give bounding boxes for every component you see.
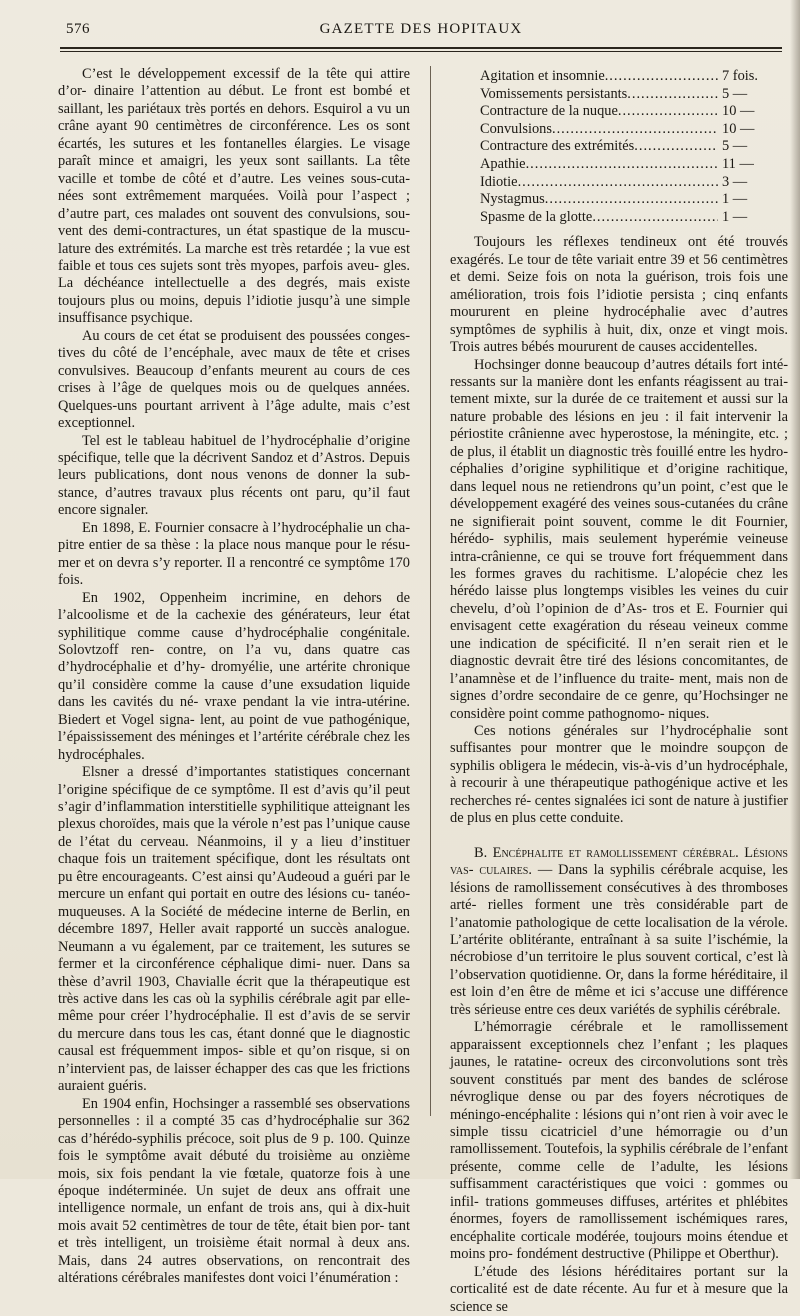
page-number: 576: [66, 21, 90, 37]
table-row: [480, 138, 780, 156]
symptom-label: Idiotie: [480, 173, 518, 190]
symptom-count: 5 —: [722, 85, 748, 102]
symptom-count: 10 —: [722, 103, 755, 120]
right-column: [450, 68, 788, 1316]
paragraph: L’étude des lésions héréditaires portant sur la corticalité est de date récente. Au fur et à mesure que la science se: [450, 1263, 788, 1315]
leader-dots: [618, 103, 718, 120]
symptom-count: 1 —: [722, 191, 748, 208]
symptom-label: Vomissements persistants: [480, 85, 628, 102]
leader-dots: [526, 156, 718, 173]
paragraph: Toujours les réflexes tendineux ont été trouvés exagérés. Le tour de tête variait entre 39 et 56 centimètres et demi. Seize fois on nota la guérison, trois fois une amélioration, trois fois l’idiotie persista ; cinq enfants moururent en pleine hydrocéphalie avec d’autres symptômes de syphilis à huit, dix, onze et vingt mois. Trois autres bébés moururent de causes accidentelles.: [450, 234, 788, 356]
leader-dots: [627, 86, 718, 103]
page-header: [60, 21, 782, 43]
table-row: [480, 191, 780, 209]
symptom-label: Spasme de la glotte: [480, 208, 593, 225]
leader-dots: [545, 191, 718, 208]
paragraph: Tel est le tableau habituel de l’hydrocéphalie d’origine spécifique, telle que la décrivent Sandoz et d’Astros. Depuis leurs publications, dont nous venons de donner la sub- stance, d’autres travaux plus récents ont paru, qu’il faut encore signaler.: [58, 432, 410, 519]
symptom-count: 5 —: [722, 138, 748, 155]
paragraph: En 1904 enfin, Hochsinger a rassemblé ses observations personnelles : il a compté 35 cas d’hydrocéphalie sur 362 cas d’hérédo-syphilis précoce, soit plus de 9 p. 100. Quinze fois le symptôme avait débuté du troisième au onzième mois, six fois pendant la vie fœtale, quatorze fois à une époque indéterminée. Un sujet de deux ans offrait une intelligence normale, un enfant de trois ans, qui à dix-huit mois avait 52 centimètres de tour de tête, était bien por- tant et très intelligent, un troisième était normal à deux ans. Mais, dans 24 autres observations, on rencontrait des altérations cérébrales manifestes dont voici l’énumération :: [58, 1095, 410, 1287]
header-rule: [60, 47, 782, 49]
header-rule-thin: [60, 51, 782, 52]
table-row: [480, 156, 780, 174]
leader-dots: [552, 121, 718, 138]
symptom-table: [480, 68, 780, 226]
symptom-label: Contracture des extrémités: [480, 138, 635, 155]
left-column: [58, 66, 410, 1288]
table-row: [480, 86, 780, 104]
symptom-count: 7 fois.: [722, 68, 758, 84]
paragraph: En 1898, E. Fournier consacre à l’hydrocéphalie un cha- pitre entier de sa thèse : la place nous manque pour le résu- mer et on devra s’y reporter. Il a rencontré ce symptôme 170 fois.: [58, 519, 410, 589]
section-heading: B. Encéphalite et ramollissement cérébral. Lésions vas- culaires.: [450, 844, 788, 879]
symptom-count: 1 —: [722, 208, 748, 225]
leader-dots: [518, 174, 718, 191]
table-row: [480, 209, 780, 227]
symptom-label: Contracture de la nuque: [480, 103, 618, 120]
symptom-count: 10 —: [722, 120, 755, 137]
paragraph: Elsner a dressé d’importantes statistiques concernant l’origine spécifique de ce symptôme. Il est d’avis qu’il peut s’agir d’inflammation interstitielle syphilitique atteignant les plexus choroïdes, mais que la vérole n’est pas l’unique cause de l’état du cerveau. Néanmoins, il y a lieu d’instituer chaque fois un traitement spécifique, dont les résultats ont pu être encourageants. C’est ainsi qu’Audeoud a guéri par le mercure un enfant qui portait en outre des lésions cu- tanéo-muqueuses. A la Société de médecine interne de Berlin, en décembre 1897, Heller avait rapporté un succès analogue. Neumann a vu également, par ce traitement, les sutures se fermer et la circonférence céphalique dimi- nuer. Dans sa thèse d’avril 1903, Chavialle écrit que la thérapeutique est très active dans les cas où la syphilis cérébrale agit par elle-même pour créer l’hydrocéphalie. Il est d’avis de se servir du mercure dans tous les cas, étant donné que le diagnostic causal est fréquemment impos- sible et qu’on risque, si on n’intervient pas, de laisser échapper des cas que les frictions auraient guéris.: [58, 764, 410, 1095]
paragraph: Hochsinger donne beaucoup d’autres détails fort inté- ressants sur la manière dont les enfants réagissent au trai- tement mixte, sur la durée de ce traitement et aussi sur la nature probable des lésions en jeu : il fait intervenir la périostite crânienne avec hyperostose, la méningite, etc. ; de plus, il établit un diagnostic très fouillé entre les hydro- céphalies d’origine syphilitique et d’origine rachitique, dans lequel nous ne retiendrons qu’un point, c’est que le développement exagéré des veines sous-cutanées du crâne ne signifierait point souvent, comme le dit Fournier, hérédo- syphilis, mais seulement hyperémie veineuse intra-crânienne, ce qui se trouve fort fréquemment dans les formes graves du rachitisme. L’alopécie chez les hérédo laisse plus longtemps visibles les veines du cuir chevelu, d’où l’opinion de d’As- tros et E. Fournier qui envisagent cette exagération du réseau veineux comme une indication de spécificité. Il n’en serait rien et le diagnostic devrait être tiré des lésions concomitantes, de l’anamnèse et de l’influence du traite- ment, mais non de signes d’ordre secondaire de ce genre, qu’Hochsinger ne considère point comme pathognomo- niques.: [450, 356, 788, 722]
table-row: [480, 121, 780, 139]
paragraph: C’est le développement excessif de la tête qui attire d’or- dinaire l’attention au début. Le front est bombé et saillant, les pariétaux très portés en dehors. Esquirol a vu un crâne ayant 90 centimètres de circonférence. Les os sont écartés, les sutures et les fontanelles élargies. Le visage paraît mince et amaigri, les yeux sont saillants. La tête vacille et tombe de côté et d’autre. Les veines sous-cuta- nées sont extrêmement marquées. Voilà pour l’aspect ; d’autre part, ces malades ont souvent des convulsions, sou- vent des demi-contractures, un état spastique de la muscu- lature des extrémités. La marche est très retardée ; la vue est faible et tous ces sujets sont très myopes, parfois aveu- gles. La déchéance intellectuelle a des degrés, mais existe toujours plus ou moins, depuis l’idiotie jusqu’à une simple insuffisance psychique.: [58, 66, 410, 327]
table-row: [480, 174, 780, 192]
symptom-label: Apathie: [480, 155, 526, 172]
symptom-label: Nystagmus: [480, 191, 545, 208]
symptom-label: Agitation et insomnie: [480, 68, 605, 84]
section-b-paragraph: [450, 845, 788, 1020]
paragraph: En 1902, Oppenheim incrimine, en dehors de l’alcoolisme et de la cachexie des générateurs, leur état syphilitique comme cause d’hydrocéphalie congénitale. Solovtzoff ren- contre, on l’a vu, dans quatre cas d’hydrocéphalie et d’hy- dromyélie, une artérite chronique qu’il considère comme la cause d’une exsudation liquide dans les cavités du né- vraxe pendant la vie intra-utérine. Biedert et Vogel signa- lent, au point de vue pathogénique, l’épaississement des méninges et l’artérite cérébrale chez les hydrocéphales.: [58, 589, 410, 763]
page-edge-shadow: [790, 0, 800, 1179]
paragraph: L’hémorragie cérébrale et le ramollissement apparaissent exceptionnels chez l’enfant ; les plaques jaunes, le ratatine- ocreux des circonvolutions sont très souvent constitués par ment des bandes de sclérose névroglique dense ou par des foyers nécrotiques de méningo-encéphalite : lésions qui n’ont rien à voir avec le simple tissu cicatriciel d’une hémorragie ou d’un ramollissement. Toutefois, la syphilis cérébrale de l’enfant présente, comme celle de l’adulte, les lésions suffisamment caractéristiques que voici : gommes ou infil- trations gommeuses diffuses, artérites et phlébites énormes, foyers de ramollissement ischémiques rares, encéphalite corticale modérée, toujours moins étendue et moins pro- fondément destructive (Philippe et Oberthur).: [450, 1019, 788, 1263]
symptom-count: 11 —: [722, 155, 754, 172]
symptom-label: Convulsions: [480, 120, 552, 137]
paragraph: Au cours de cet état se produisent des poussées conges- tives du côté de l’encéphale, avec maux de tête et crises convulsives. Beaucoup d’enfants meurent au cours de ces crises à l’âge de quelques mois ou de quelques années. Quelques-uns pourtant arrivent à l’âge adulte, mais c’est exceptionnel.: [58, 327, 410, 432]
column-divider: [430, 66, 431, 1116]
leader-dots: [634, 138, 718, 155]
leader-dots: [605, 68, 718, 85]
running-head: GAZETTE DES HOPITAUX: [319, 21, 523, 37]
table-row: [480, 68, 780, 86]
table-row: [480, 103, 780, 121]
leader-dots: [592, 209, 718, 226]
section-b-text: — Dans la syphilis cérébrale acquise, les lésions de ramollissement consécutives à des thromboses arté- rielles forment une très considérable part de l’anatomie pathologique de cette localisation de la vérole. L’artérite oblitérante, entraînant à sa suite l’ischémie, la nécrobiose d’un territoire le plus souvent cortical, c’est là l’observation quotidienne. Or, dans la forme héréditaire, il est loin d’en être de même et ici s’accuse une différence très sérieuse entre ces deux variétés de syphilis cérébrale.: [450, 862, 788, 1018]
paragraph: Ces notions générales sur l’hydrocéphalie sont suffisantes pour montrer que le moindre soupçon de syphilis obligera le médecin, vis-à-vis d’un hydrocéphale, à recourir à une thérapeutique pathogénique active et les recherches ré- centes signalées ici sont de nature à justifier de plus en plus cette conduite.: [450, 723, 788, 827]
symptom-count: 3 —: [722, 173, 748, 190]
